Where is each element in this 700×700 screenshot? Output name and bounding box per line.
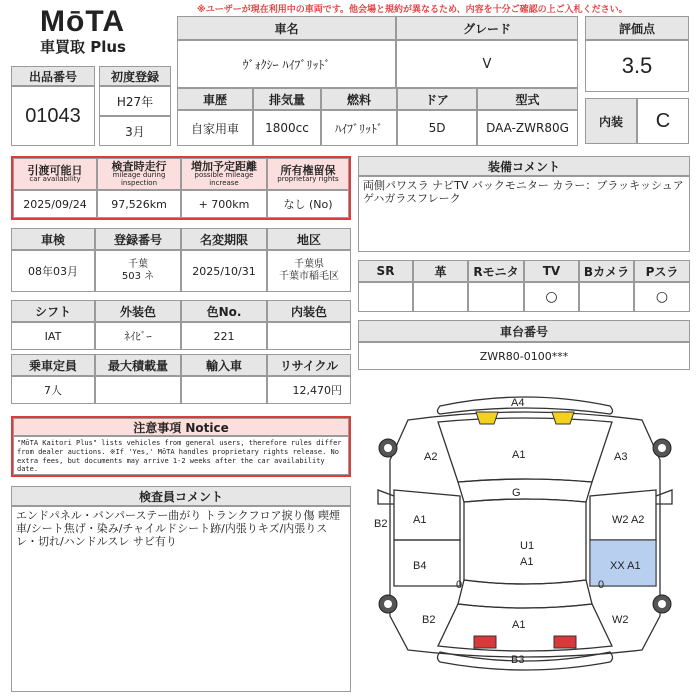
diagram-label-a1-front-door-left: A1 xyxy=(413,514,427,526)
grade: V xyxy=(396,40,578,88)
region: 千葉県 千葉市稲毛区 xyxy=(267,250,351,292)
availability-date: 2025/09/24 xyxy=(13,190,97,218)
capacity-label: 乗車定員 xyxy=(11,354,95,376)
diagram-label-zero-right: 0 xyxy=(598,579,605,591)
chassis-number: ZWR80-0100*** xyxy=(358,342,690,370)
max-load-label: 最大積載量 xyxy=(95,354,181,376)
equip-header-pslide: Pスラ xyxy=(634,260,690,282)
diagram-label-b2-rear-left: B2 xyxy=(422,614,436,626)
mileage: 97,526km xyxy=(97,190,181,218)
plate-label: 登録番号 xyxy=(95,228,181,250)
import xyxy=(181,376,267,404)
logo-subtext: 車買取 Plus xyxy=(40,38,126,56)
equip-header-bcamera: Bカメラ xyxy=(579,260,634,282)
chassis-title: 車台番号 xyxy=(358,320,690,342)
car-damage-diagram xyxy=(360,380,690,696)
plate: 千葉 503 ネ xyxy=(95,250,181,292)
diagram-label-u1: U1 xyxy=(520,540,535,552)
int-color xyxy=(267,322,351,350)
first-reg-year: H27年 xyxy=(99,86,171,116)
proprietary-rights-label: 所有権留保 proprietary rights xyxy=(267,158,349,190)
diagram-label-zero-left: 0 xyxy=(456,579,463,591)
car-name: ｳﾞｫｸｼｰ ﾊｲﾌﾞﾘｯﾄﾞ xyxy=(177,40,396,88)
displacement: 1800cc xyxy=(253,110,321,146)
inspector-comment-title: 検査員コメント xyxy=(11,486,351,506)
diagram-label-w2-rear-right: W2 xyxy=(612,614,629,626)
diagram-label-w2-a2-right: W2 A2 xyxy=(612,514,645,526)
inspection: 08年03月 xyxy=(11,250,95,292)
mileage-label: 検査時走行 mileage during inspection xyxy=(97,158,181,190)
shift-label: シフト xyxy=(11,300,95,322)
import-label: 輸入車 xyxy=(181,354,267,376)
diagram-label-b3: B3 xyxy=(511,654,525,666)
diagram-label-a1-roof: A1 xyxy=(520,556,534,568)
mileage-increase: + 700km xyxy=(181,190,267,218)
diagram-label-xx-a1: XX A1 xyxy=(610,560,641,572)
diagram-label-g: G xyxy=(512,487,521,499)
color-no: 221 xyxy=(181,322,267,350)
equip-header-sr: SR xyxy=(358,260,413,282)
inspection-label: 車検 xyxy=(11,228,95,250)
equip-value-leather xyxy=(413,282,468,312)
logo-text: MōTA xyxy=(40,5,126,38)
change-deadline: 2025/10/31 xyxy=(181,250,267,292)
doors: 5D xyxy=(397,110,477,146)
car-name-label: 車名 xyxy=(177,16,396,40)
listing-no: 01043 xyxy=(11,86,95,146)
int-color-label: 内装色 xyxy=(267,300,351,322)
score: 3.5 xyxy=(585,40,689,92)
diagram-label-b2-left: B2 xyxy=(374,518,388,530)
availability-frame xyxy=(11,156,351,220)
diagram-label-b4: B4 xyxy=(413,560,427,572)
notice-text: "MōTA Kaitori Plus" lists vehicles from general users, therefore rules differ from dealer auctions. ※If 'Yes,' MōTA handles proprietary rights release. No extra fees, but documents may arrive 1-2 weeks after the car availability date. xyxy=(13,436,349,475)
equip-value-bcamera xyxy=(579,282,634,312)
fuel: ﾊｲﾌﾞﾘｯﾄﾞ xyxy=(321,110,397,146)
listing-no-label: 出品番号 xyxy=(11,66,95,86)
capacity: 7人 xyxy=(11,376,95,404)
equip-header-leather: 革 xyxy=(413,260,468,282)
equipment-title: 装備コメント xyxy=(358,156,690,176)
equip-header-tv: TV xyxy=(524,260,579,282)
max-load xyxy=(95,376,181,404)
proprietary-rights: なし (No) xyxy=(267,190,349,218)
recycle-label: リサイクル xyxy=(267,354,351,376)
mota-logo xyxy=(40,6,150,56)
color-no-label: 色No. xyxy=(181,300,267,322)
equip-value-sr xyxy=(358,282,413,312)
equip-value-rmonitor xyxy=(468,282,524,312)
region-label: 地区 xyxy=(267,228,351,250)
diagram-label-a3: A3 xyxy=(614,451,628,463)
diagram-label-a1-trunk: A1 xyxy=(512,619,526,631)
inspector-comment: エンドパネル・バンパーステー曲がり トランクフロア捩り傷 喫煙車/シート焦げ・染み/チャイルドシート跡/内張りキズ/内張りスレ・切れ/ハンドルスレ サビ有り xyxy=(11,506,351,692)
fuel-label: 燃料 xyxy=(321,88,397,110)
interior-label: 内装 xyxy=(585,98,637,144)
notice-frame xyxy=(11,416,351,477)
recycle: 12,470円 xyxy=(267,376,351,404)
interior-score: C xyxy=(637,98,689,144)
grade-label: グレード xyxy=(396,16,578,40)
diagram-label-a4: A4 xyxy=(511,397,525,409)
displacement-label: 排気量 xyxy=(253,88,321,110)
shift: IAT xyxy=(11,322,95,350)
equipment-comment: 両側パワスラ ナビTV バックモニター カラー：ブラッキッシュアゲハガラスフレーク xyxy=(358,176,690,252)
model: DAA-ZWR80G xyxy=(477,110,578,146)
equip-value-pslide: ○ xyxy=(634,282,690,312)
ext-color: ﾈｲﾋﾞｰ xyxy=(95,322,181,350)
warning-text: ※ユーザーが現在利用中の車両です。他会場と規約が異なるため、内容を十分ご確認の上ご入札ください。 xyxy=(197,5,628,15)
diagram-label-a2-front-left: A2 xyxy=(424,451,438,463)
doors-label: ドア xyxy=(397,88,477,110)
change-deadline-label: 名変期限 xyxy=(181,228,267,250)
notice-title: 注意事項 Notice xyxy=(13,418,349,436)
ext-color-label: 外装色 xyxy=(95,300,181,322)
history: 自家用車 xyxy=(177,110,253,146)
equip-header-rmonitor: Rモニタ xyxy=(468,260,524,282)
model-label: 型式 xyxy=(477,88,578,110)
first-reg-month: 3月 xyxy=(99,116,171,146)
diagram-label-a1-hood: A1 xyxy=(512,449,526,461)
first-reg-label: 初度登録 xyxy=(99,66,171,86)
availability-date-label: 引渡可能日 car availability xyxy=(13,158,97,190)
history-label: 車歴 xyxy=(177,88,253,110)
mileage-increase-label: 増加予定距離 possible mileage increase xyxy=(181,158,267,190)
score-label: 評価点 xyxy=(585,16,689,40)
equip-value-tv: ○ xyxy=(524,282,579,312)
